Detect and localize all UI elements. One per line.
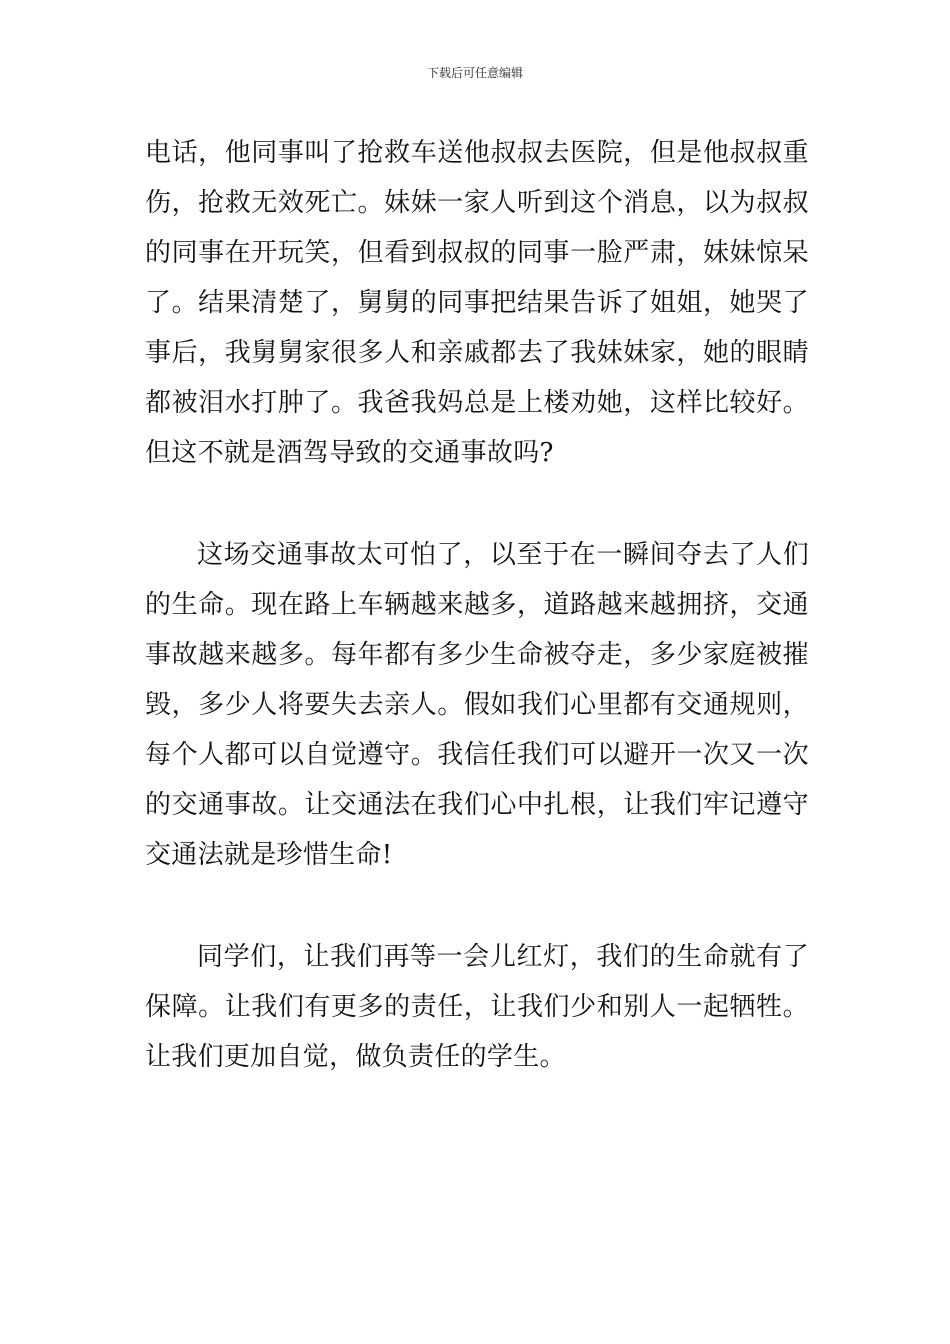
paragraph-1: [145, 128, 809, 478]
text-line: 的同事在开玩笑，但看到叔叔的同事一脸严肃，妹妹惊呆: [145, 238, 809, 268]
text-line: 电话，他同事叫了抢救车送他叔叔去医院，但是他叔叔重: [145, 138, 809, 168]
text-line: 每个人都可以自觉遵守。我信任我们可以避开一次又一次: [145, 740, 809, 770]
text-line: 但这不就是酒驾导致的交通事故吗?: [145, 438, 554, 468]
text-line: 保障。让我们有更多的责任，让我们少和别人一起牺牲。: [145, 992, 809, 1022]
document-body: [145, 128, 809, 1082]
text-line: 事后，我舅舅家很多人和亲戚都去了我妹妹家，她的眼睛: [145, 338, 809, 368]
text-line: 同学们，让我们再等一会儿红灯，我们的生命就有了: [197, 942, 809, 972]
paragraph-gap: [145, 880, 809, 932]
paragraph-gap: [145, 478, 809, 530]
text-line: 交通法就是珍惜生命!: [145, 840, 393, 870]
paragraph-2: [145, 530, 809, 880]
paragraph-3: [145, 932, 809, 1082]
text-line: 毁，多少人将要失去亲人。假如我们心里都有交通规则，: [145, 690, 809, 720]
text-line: 的交通事故。让交通法在我们心中扎根，让我们牢记遵守: [145, 790, 809, 820]
text-line: 让我们更加自觉，做负责任的学生。: [145, 1042, 566, 1072]
text-line: 了。结果清楚了，舅舅的同事把结果告诉了姐姐，她哭了: [145, 288, 809, 318]
page-header: 下载后可任意编辑: [426, 66, 523, 80]
text-line: 的生命。现在路上车辆越来越多，道路越来越拥挤，交通: [145, 590, 809, 620]
text-line: 这场交通事故太可怕了，以至于在一瞬间夺去了人们: [197, 540, 809, 570]
text-line: 事故越来越多。每年都有多少生命被夺走，多少家庭被摧: [145, 640, 809, 670]
text-line: 伤，抢救无效死亡。妹妹一家人听到这个消息，以为叔叔: [145, 188, 809, 218]
text-line: 都被泪水打肿了。我爸我妈总是上楼劝她，这样比较好。: [145, 388, 809, 418]
